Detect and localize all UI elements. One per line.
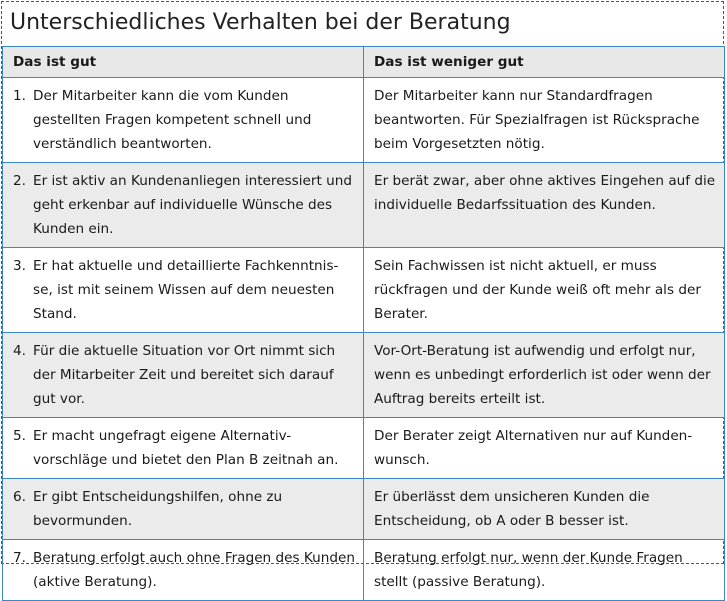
less-good-text: Der Mitarbeiter kann nur Standardfragen beantworten. Für Spezialfragen ist Rücksprache beim Vorgesetzten nötig.	[374, 88, 700, 152]
less-good-text: Er berät zwar, aber ohne aktives Eingehen auf die individuelle Bedarfssituation des Kunden.	[374, 173, 716, 213]
good-text: Beratung erfolgt auch ohne Fragen des Kunden (aktive Beratung).	[33, 550, 355, 590]
page-title: Unterschiedliches Verhalten bei der Beratung	[10, 10, 511, 35]
less-good-cell	[364, 78, 725, 163]
column-header-less-good: Das ist weniger gut	[364, 47, 725, 78]
row-number: 7.	[13, 550, 26, 566]
less-good-text: Vor-Ort-Beratung ist aufwendig und erfolgt nur, wenn es unbedingt erforderlich ist oder wenn der Auftrag bereits erteilt ist.	[374, 343, 711, 407]
good-text: Er gibt Entscheidungshilfen, ohne zu bevormunden.	[33, 489, 283, 529]
row-number: 3.	[13, 258, 26, 274]
column-header-good: Das ist gut	[3, 47, 364, 78]
less-good-text: Der Berater zeigt Alternativen nur auf Kunden- wunsch.	[374, 428, 693, 468]
less-good-cell	[364, 540, 725, 601]
table-header-row	[3, 47, 725, 78]
good-text: Er hat aktuelle und detaillierte Fachkenntnis- se, ist mit seinem Wissen auf dem neuesten Stand.	[33, 258, 339, 322]
good-cell	[3, 248, 364, 333]
table-row	[3, 479, 725, 540]
good-text: Er ist aktiv an Kundenanliegen interessiert und geht erkenbar auf individuelle Wünsche des Kunden ein.	[33, 173, 352, 237]
row-number: 4.	[13, 343, 26, 359]
comparison-table	[2, 46, 725, 601]
row-number: 2.	[13, 173, 26, 189]
less-good-cell	[364, 333, 725, 418]
good-text: Für die aktuelle Situation vor Ort nimmt sich der Mitarbeiter Zeit und bereitet sich darauf gut vor.	[33, 343, 336, 407]
row-number: 6.	[13, 489, 26, 505]
less-good-cell	[364, 418, 725, 479]
good-cell	[3, 479, 364, 540]
good-cell	[3, 333, 364, 418]
table-row	[3, 78, 725, 163]
row-number: 5.	[13, 428, 26, 444]
less-good-text: Beratung erfolgt nur, wenn der Kunde Fragen stellt (passive Beratung).	[374, 550, 683, 590]
table-row	[3, 163, 725, 248]
good-cell	[3, 540, 364, 601]
good-cell	[3, 418, 364, 479]
good-text: Er macht ungefragt eigene Alternativ- vorschläge und bietet den Plan B zeitnah an.	[33, 428, 339, 468]
good-text: Der Mitarbeiter kann die vom Kunden gestellten Fragen kompetent schnell und verständlich beantworten.	[33, 88, 312, 152]
less-good-text: Sein Fachwissen ist nicht aktuell, er muss rückfragen und der Kunde weiß oft mehr als der Berater.	[374, 258, 701, 322]
table-row	[3, 333, 725, 418]
table-row	[3, 248, 725, 333]
good-cell	[3, 78, 364, 163]
table-row	[3, 540, 725, 601]
good-cell	[3, 163, 364, 248]
less-good-cell	[364, 163, 725, 248]
less-good-cell	[364, 479, 725, 540]
row-number: 1.	[13, 88, 26, 104]
table-row	[3, 418, 725, 479]
less-good-text: Er überlässt dem unsicheren Kunden die Entscheidung, ob A oder B besser ist.	[374, 489, 650, 529]
less-good-cell	[364, 248, 725, 333]
